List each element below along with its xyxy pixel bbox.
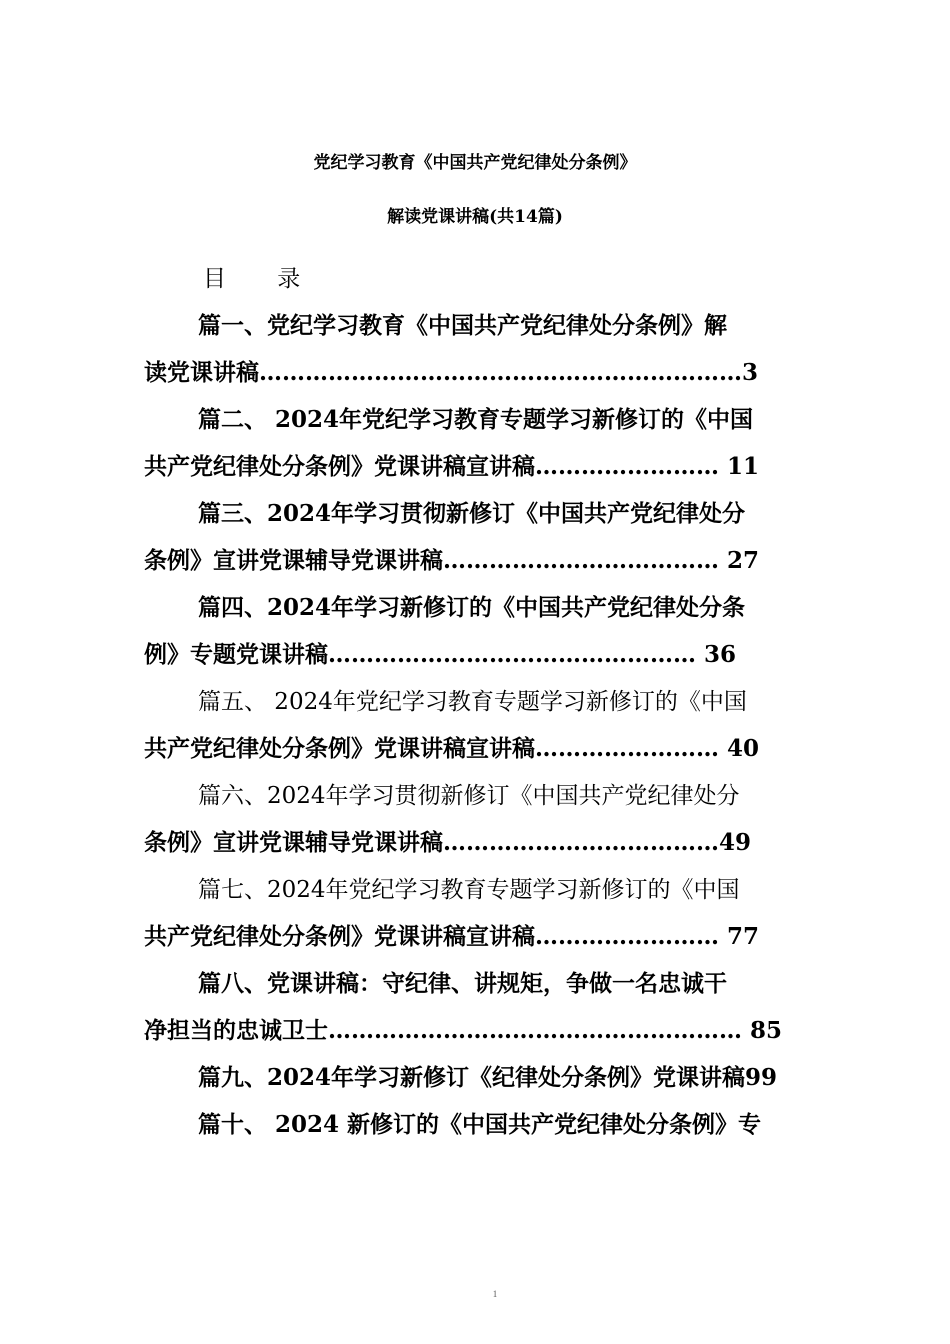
toc-entry-5-line2[interactable]: 共产党纪律处分条例》党课讲稿宣讲稿…………………… 40 xyxy=(144,735,760,762)
toc-heading: 目 录 xyxy=(203,266,323,292)
toc-entry-1-line1[interactable]: 篇一、党纪学习教育《中国共产党纪律处分条例》解 xyxy=(198,312,727,339)
toc-entry-5-line1[interactable]: 篇五、 2024年党纪学习教育专题学习新修订的《中国 xyxy=(198,689,747,715)
toc-entry-4-line2[interactable]: 例》专题党课讲稿………………………………………… 36 xyxy=(144,641,737,668)
toc-entry-7-line1[interactable]: 篇七、2024年党纪学习教育专题学习新修订的《中国 xyxy=(198,877,740,903)
toc-entry-6-line2[interactable]: 条例》宣讲党课辅导党课讲稿………………………………49 xyxy=(144,829,752,856)
toc-entry-8-line2[interactable]: 净担当的忠诚卫士……………………………………………… 85 xyxy=(144,1017,783,1044)
document-title-line1: 党纪学习教育《中国共产党纪律处分条例》 xyxy=(313,153,637,173)
toc-entry-1-line2[interactable]: 读党课讲稿………………………………………………………3 xyxy=(144,359,759,386)
toc-entry-6-line1[interactable]: 篇六、2024年学习贯彻新修订《中国共产党纪律处分 xyxy=(198,783,740,809)
toc-entry-9-line1[interactable]: 篇九、2024年学习新修订《纪律处分条例》党课讲稿99 xyxy=(198,1064,778,1091)
toc-entry-10-line1[interactable]: 篇十、 2024 新修订的《中国共产党纪律处分条例》专 xyxy=(198,1111,762,1138)
page-number: 1 xyxy=(492,1289,498,1299)
toc-entry-2-line1[interactable]: 篇二、 2024年党纪学习教育专题学习新修订的《中国 xyxy=(198,406,754,433)
toc-entry-3-line2[interactable]: 条例》宣讲党课辅导党课讲稿……………………………… 27 xyxy=(144,547,760,574)
toc-entry-2-line2[interactable]: 共产党纪律处分条例》党课讲稿宣讲稿…………………… 11 xyxy=(144,453,760,480)
toc-entry-8-line1[interactable]: 篇八、党课讲稿：守纪律、讲规矩，争做一名忠诚干 xyxy=(198,970,727,997)
toc-entry-4-line1[interactable]: 篇四、2024年学习新修订的《中国共产党纪律处分条 xyxy=(198,594,746,621)
toc-entry-7-line2[interactable]: 共产党纪律处分条例》党课讲稿宣讲稿…………………… 77 xyxy=(144,923,760,950)
toc-entry-3-line1[interactable]: 篇三、2024年学习贯彻新修订《中国共产党纪律处分 xyxy=(198,500,746,527)
document-title-line2: 解读党课讲稿(共14篇) xyxy=(387,207,563,227)
